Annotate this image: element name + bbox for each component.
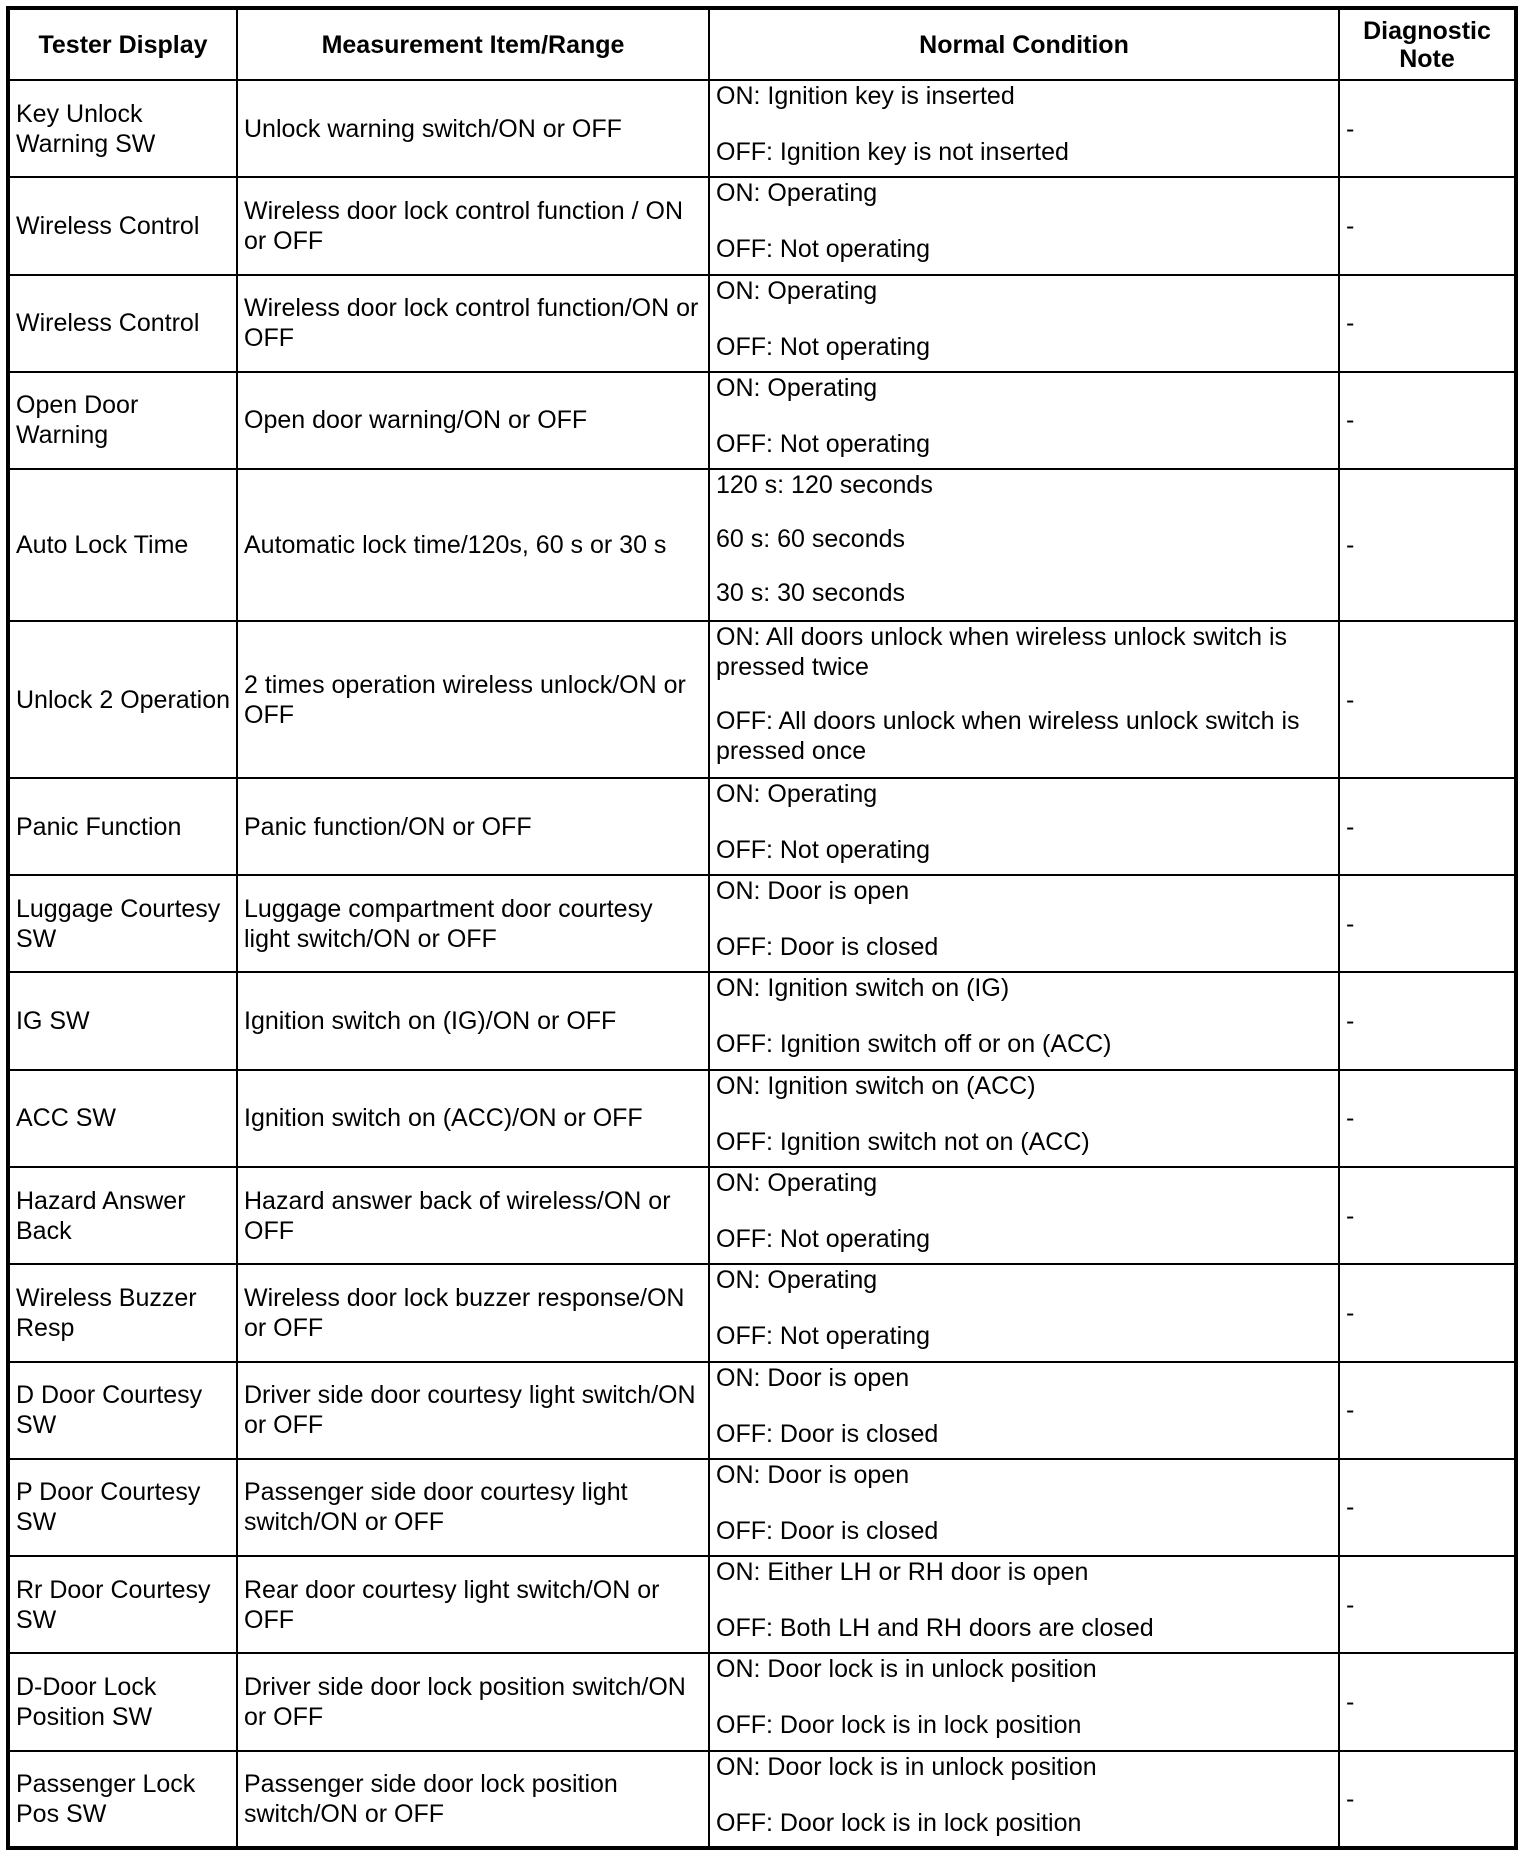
cell-tester-display: Wireless Buzzer Resp	[8, 1264, 237, 1361]
cell-normal-condition	[709, 1653, 1339, 1750]
condition-line: ON: Operating	[716, 1168, 878, 1197]
cell-normal-condition	[709, 177, 1339, 274]
table-row	[8, 1556, 1516, 1653]
condition-line: ON: Operating	[716, 373, 878, 402]
cell-measurement-item: Automatic lock time/120s, 60 s or 30 s	[237, 469, 709, 621]
cell-diagnostic-note: -	[1339, 1264, 1516, 1361]
condition-line: OFF: Door is closed	[716, 1419, 939, 1448]
table-row	[8, 177, 1516, 274]
table-row	[8, 1751, 1516, 1848]
cell-measurement-item: Panic function/ON or OFF	[237, 778, 709, 875]
cell-measurement-item: Wireless door lock control function / ON or OFF	[237, 177, 709, 274]
cell-normal-condition	[709, 275, 1339, 372]
cell-tester-display: Unlock 2 Operation	[8, 621, 237, 777]
diagnostic-data-table	[6, 6, 1518, 1850]
header-measurement-item: Measurement Item/Range	[237, 8, 709, 80]
cell-measurement-item: Wireless door lock control function/ON or OFF	[237, 275, 709, 372]
table-row	[8, 778, 1516, 875]
cell-tester-display: Passenger Lock Pos SW	[8, 1751, 237, 1848]
cell-normal-condition	[709, 1556, 1339, 1653]
condition-line: ON: Door is open	[716, 1460, 910, 1489]
cell-diagnostic-note: -	[1339, 1751, 1516, 1848]
condition-line: OFF: Door lock is in lock position	[716, 1711, 1082, 1740]
condition-line: ON: Either LH or RH door is open	[716, 1558, 1089, 1587]
cell-measurement-item: Hazard answer back of wireless/ON or OFF	[237, 1167, 709, 1264]
cell-diagnostic-note: -	[1339, 372, 1516, 469]
cell-measurement-item: Unlock warning switch/ON or OFF	[237, 80, 709, 177]
cell-normal-condition	[709, 80, 1339, 177]
cell-diagnostic-note: -	[1339, 1167, 1516, 1264]
table-row	[8, 1459, 1516, 1556]
cell-measurement-item: Passenger side door lock position switch/ON or OFF	[237, 1751, 709, 1848]
condition-line: OFF: Ignition switch off or on (ACC)	[716, 1030, 1112, 1059]
table-row	[8, 972, 1516, 1069]
cell-measurement-item: Driver side door courtesy light switch/ON or OFF	[237, 1362, 709, 1459]
cell-diagnostic-note: -	[1339, 972, 1516, 1069]
condition-line: OFF: Not operating	[716, 332, 930, 361]
condition-line: ON: Operating	[716, 779, 878, 808]
table-row	[8, 621, 1516, 777]
cell-normal-condition	[709, 372, 1339, 469]
condition-line: OFF: Ignition switch not on (ACC)	[716, 1127, 1090, 1156]
cell-normal-condition	[709, 621, 1339, 777]
table-row	[8, 1653, 1516, 1750]
table-row	[8, 469, 1516, 621]
cell-tester-display: Key Unlock Warning SW	[8, 80, 237, 177]
cell-diagnostic-note: -	[1339, 778, 1516, 875]
condition-line: OFF: Both LH and RH doors are closed	[716, 1614, 1154, 1643]
condition-line: ON: Operating	[716, 179, 878, 208]
cell-diagnostic-note: -	[1339, 469, 1516, 621]
condition-line: ON: Door is open	[716, 1363, 910, 1392]
condition-line: ON: Door lock is in unlock position	[716, 1655, 1097, 1684]
condition-line: ON: Operating	[716, 1266, 878, 1295]
cell-diagnostic-note: -	[1339, 1459, 1516, 1556]
condition-line: OFF: Ignition key is not inserted	[716, 138, 1069, 166]
cell-normal-condition	[709, 469, 1339, 621]
cell-tester-display: ACC SW	[8, 1070, 237, 1167]
cell-normal-condition	[709, 778, 1339, 875]
table-row	[8, 275, 1516, 372]
condition-line: ON: All doors unlock when wireless unlock switch is pressed twice	[716, 623, 1288, 682]
cell-normal-condition	[709, 875, 1339, 972]
header-diagnostic-note: Diagnostic Note	[1339, 8, 1516, 80]
condition-line: ON: Ignition key is inserted	[716, 82, 1015, 110]
condition-line: ON: Door lock is in unlock position	[716, 1752, 1097, 1781]
header-normal-condition: Normal Condition	[709, 8, 1339, 80]
cell-measurement-item: Ignition switch on (IG)/ON or OFF	[237, 972, 709, 1069]
condition-line: OFF: Not operating	[716, 429, 930, 458]
cell-tester-display: P Door Courtesy SW	[8, 1459, 237, 1556]
table-row	[8, 372, 1516, 469]
cell-tester-display: Auto Lock Time	[8, 469, 237, 621]
cell-measurement-item: 2 times operation wireless unlock/ON or OFF	[237, 621, 709, 777]
table-body	[8, 80, 1516, 1848]
cell-tester-display: Hazard Answer Back	[8, 1167, 237, 1264]
condition-line: ON: Operating	[716, 276, 878, 305]
cell-measurement-item: Rear door courtesy light switch/ON or OFF	[237, 1556, 709, 1653]
condition-line: 120 s: 120 seconds	[716, 471, 933, 500]
condition-line: OFF: Not operating	[716, 1322, 930, 1351]
condition-line: OFF: All doors unlock when wireless unlock switch is pressed once	[716, 707, 1300, 766]
condition-line: OFF: Not operating	[716, 1224, 930, 1253]
cell-measurement-item: Driver side door lock position switch/ON or OFF	[237, 1653, 709, 1750]
cell-measurement-item: Wireless door lock buzzer response/ON or OFF	[237, 1264, 709, 1361]
cell-normal-condition	[709, 1264, 1339, 1361]
condition-line: OFF: Door is closed	[716, 1516, 939, 1545]
condition-line: ON: Ignition switch on (IG)	[716, 974, 1010, 1003]
cell-normal-condition	[709, 972, 1339, 1069]
table-row	[8, 1362, 1516, 1459]
cell-normal-condition	[709, 1362, 1339, 1459]
table-row	[8, 1070, 1516, 1167]
cell-tester-display: Luggage Courtesy SW	[8, 875, 237, 972]
cell-normal-condition	[709, 1070, 1339, 1167]
cell-diagnostic-note: -	[1339, 621, 1516, 777]
cell-tester-display: Open Door Warning	[8, 372, 237, 469]
cell-measurement-item: Luggage compartment door courtesy light switch/ON or OFF	[237, 875, 709, 972]
cell-diagnostic-note: -	[1339, 275, 1516, 372]
cell-diagnostic-note: -	[1339, 177, 1516, 274]
cell-measurement-item: Open door warning/ON or OFF	[237, 372, 709, 469]
cell-tester-display: D Door Courtesy SW	[8, 1362, 237, 1459]
cell-tester-display: IG SW	[8, 972, 237, 1069]
table-row	[8, 1264, 1516, 1361]
cell-tester-display: Rr Door Courtesy SW	[8, 1556, 237, 1653]
cell-diagnostic-note: -	[1339, 875, 1516, 972]
cell-measurement-item: Ignition switch on (ACC)/ON or OFF	[237, 1070, 709, 1167]
table-row	[8, 875, 1516, 972]
condition-line: 60 s: 60 seconds	[716, 525, 906, 554]
header-tester-display: Tester Display	[8, 8, 237, 80]
table-row	[8, 1167, 1516, 1264]
condition-line: ON: Door is open	[716, 877, 910, 906]
cell-diagnostic-note: -	[1339, 1070, 1516, 1167]
condition-line: OFF: Door is closed	[716, 933, 939, 962]
cell-normal-condition	[709, 1751, 1339, 1848]
cell-tester-display: Wireless Control	[8, 177, 237, 274]
cell-normal-condition	[709, 1459, 1339, 1556]
cell-tester-display: Wireless Control	[8, 275, 237, 372]
cell-measurement-item: Passenger side door courtesy light switch/ON or OFF	[237, 1459, 709, 1556]
table-row	[8, 80, 1516, 177]
condition-line: OFF: Not operating	[716, 835, 930, 864]
condition-line: OFF: Not operating	[716, 235, 930, 264]
condition-line: OFF: Door lock is in lock position	[716, 1808, 1082, 1837]
cell-tester-display: Panic Function	[8, 778, 237, 875]
cell-diagnostic-note: -	[1339, 1556, 1516, 1653]
condition-line: 30 s: 30 seconds	[716, 579, 906, 608]
cell-diagnostic-note: -	[1339, 1653, 1516, 1750]
table-header-row	[8, 8, 1516, 80]
cell-diagnostic-note: -	[1339, 80, 1516, 177]
cell-tester-display: D-Door Lock Position SW	[8, 1653, 237, 1750]
cell-diagnostic-note: -	[1339, 1362, 1516, 1459]
cell-normal-condition	[709, 1167, 1339, 1264]
condition-line: ON: Ignition switch on (ACC)	[716, 1071, 1036, 1100]
